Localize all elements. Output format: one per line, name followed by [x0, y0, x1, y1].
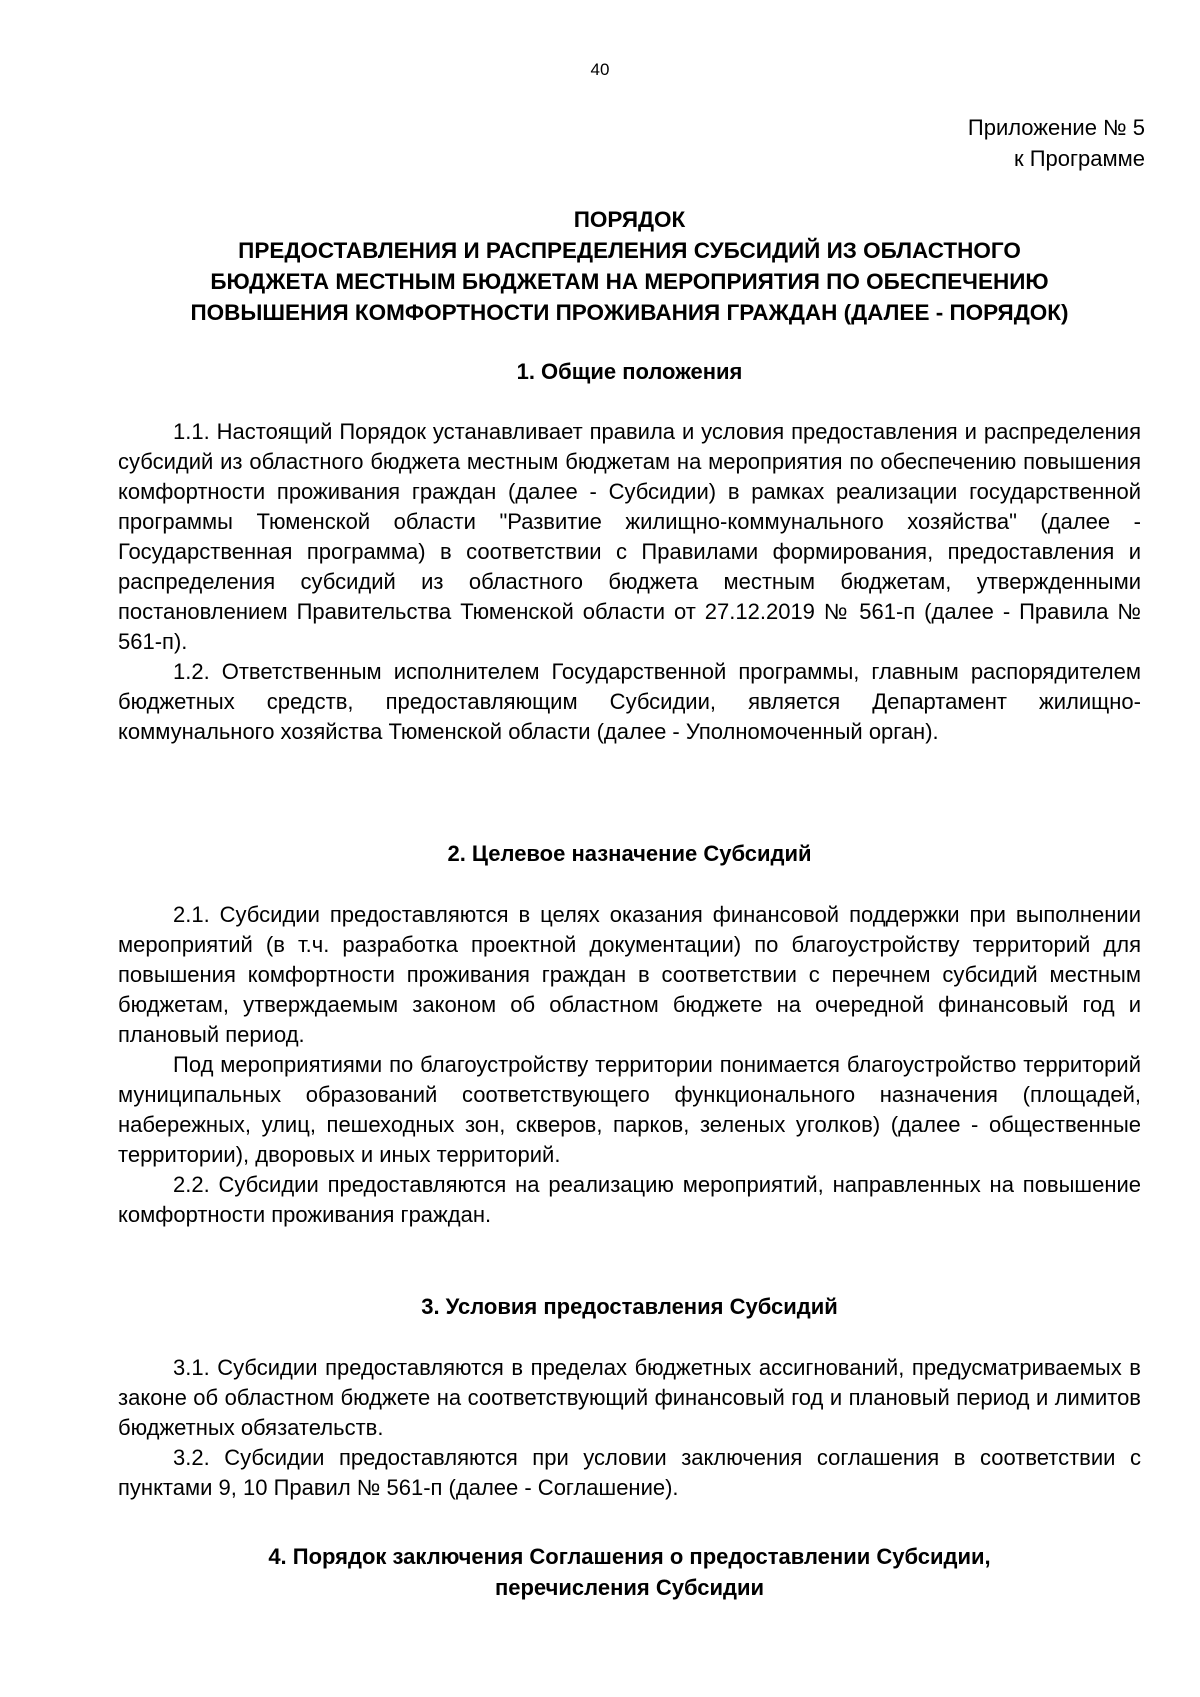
- section-4-heading: [118, 1541, 1141, 1603]
- document-title: [118, 204, 1141, 328]
- section-4-heading-line-1: 4. Порядок заключения Соглашения о предоставлении Субсидии,: [268, 1544, 991, 1569]
- title-line-2: ПРЕДОСТАВЛЕНИЯ И РАСПРЕДЕЛЕНИЯ СУБСИДИЙ ИЗ ОБЛАСТНОГО: [238, 238, 1021, 263]
- paragraph-2-2: 2.2. Субсидии предоставляются на реализацию мероприятий, направленных на повышение комфортности проживания граждан.: [118, 1172, 1141, 1227]
- page-number: 40: [590, 60, 610, 79]
- paragraph-1-2: 1.2. Ответственным исполнителем Государственной программы, главным распорядителем бюджетных средств, предоставляющим Субсидии, является Департамент жилищно-коммунального хозяйства Тюменской области (далее - Уполномоченный орган).: [118, 659, 1141, 744]
- title-line-1: ПОРЯДОК: [573, 207, 686, 232]
- section-4-heading-line-2: перечисления Субсидии: [494, 1575, 765, 1600]
- section-1-heading: 1. Общие положения: [516, 359, 743, 384]
- section-3-body: [118, 1353, 1141, 1503]
- title-line-4: ПОВЫШЕНИЯ КОМФОРТНОСТИ ПРОЖИВАНИЯ ГРАЖДАН (ДАЛЕЕ - ПОРЯДОК): [190, 300, 1069, 325]
- section-2-heading: 2. Целевое назначение Субсидий: [447, 841, 812, 866]
- section-1-body: [118, 417, 1141, 747]
- appendix-line-1: Приложение № 5: [967, 115, 1145, 140]
- section-2-body: [118, 900, 1141, 1230]
- paragraph-1-1: 1.1. Настоящий Порядок устанавливает правила и условия предоставления и распределения субсидий из областного бюджета местным бюджетам на мероприятия по обеспечению повышения комфортности проживания граждан (далее - Субсидии) в рамках реализации государственной программы Тюменской области "Развитие жилищно-коммунального хозяйства" (далее - Государственная программа) в соответствии с Правилами формирования, предоставления и распределения субсидий из областного бюджета местным бюджетам, утвержденными постановлением Правительства Тюменской области от 27.12.2019 № 561-п (далее - Правила № 561-п).: [118, 419, 1141, 654]
- title-line-3: БЮДЖЕТА МЕСТНЫМ БЮДЖЕТАМ НА МЕРОПРИЯТИЯ ПО ОБЕСПЕЧЕНИЮ: [210, 269, 1049, 294]
- paragraph-2-1-cont: Под мероприятиями по благоустройству территории понимается благоустройство территорий муниципальных образований соответствующего функционального назначения (площадей, набережных, улиц, пешеходных зон, скверов, парков, зеленых уголков) (далее - общественные территории), дворовых и иных территорий.: [118, 1052, 1141, 1167]
- paragraph-3-1: 3.1. Субсидии предоставляются в пределах бюджетных ассигнований, предусматриваемых в законе об областном бюджете на соответствующий финансовый год и плановый период и лимитов бюджетных обязательств.: [118, 1355, 1141, 1440]
- appendix-caption: [968, 112, 1145, 174]
- paragraph-2-1: 2.1. Субсидии предоставляются в целях оказания финансовой поддержки при выполнении мероприятий (в т.ч. разработка проектной документации) по благоустройству территорий для повышения комфортности проживания граждан в соответствии с перечнем субсидий местным бюджетам, утверждаемым законом об областном бюджете на очередной финансовый год и плановый период.: [118, 902, 1141, 1047]
- appendix-line-2: к Программе: [1013, 146, 1145, 171]
- paragraph-3-2: 3.2. Субсидии предоставляются при условии заключения соглашения в соответствии с пунктами 9, 10 Правил № 561-п (далее - Соглашение).: [118, 1445, 1141, 1500]
- section-3-heading: 3. Условия предоставления Субсидий: [421, 1294, 838, 1319]
